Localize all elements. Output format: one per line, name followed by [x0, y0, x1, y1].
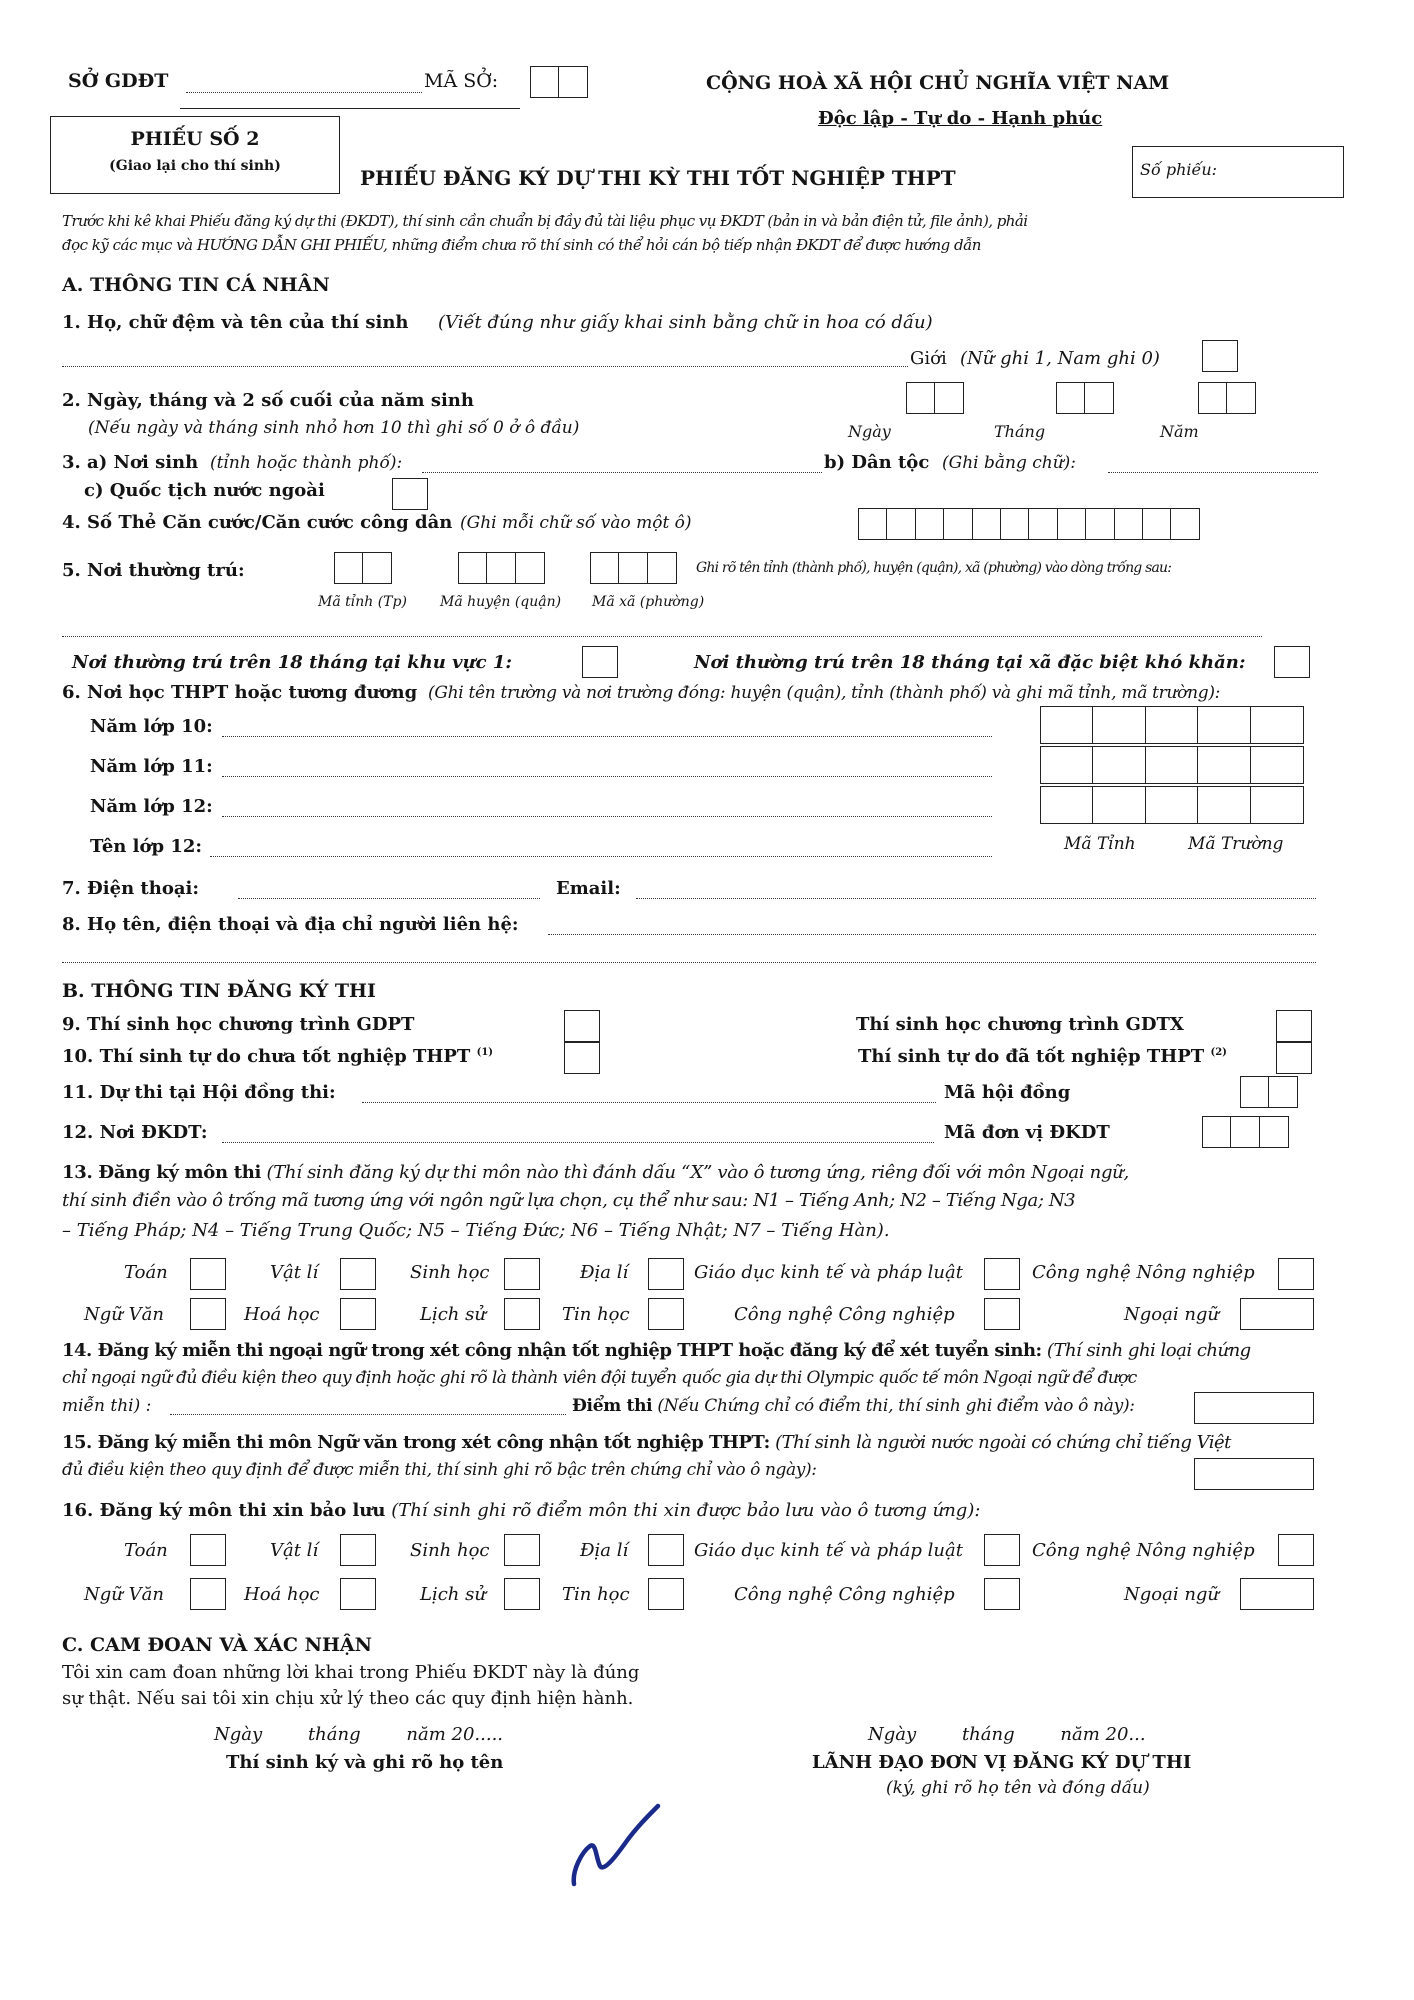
- noi-dkdt-field[interactable]: [222, 1142, 934, 1143]
- gioi-box[interactable]: [1202, 340, 1238, 372]
- lop12-code-cells[interactable]: [1040, 786, 1302, 824]
- subj13-toan: Toán: [124, 1262, 168, 1283]
- subj13-diali: Địa lí: [580, 1262, 629, 1283]
- q12-label: 12. Nơi ĐKDT:: [62, 1122, 208, 1143]
- q15-line-2: đủ điều kiện theo quy định để được miễn thi, thí sinh ghi rõ bậc trên chứng chỉ vào ô ngày):: [62, 1460, 817, 1480]
- q6-label: 6. Nơi học THPT hoặc tương đương: [62, 682, 418, 703]
- ma-tinh-label: Mã tỉnh (Tp): [318, 594, 407, 610]
- tu-do-chua-tn-box[interactable]: [564, 1042, 600, 1074]
- subj13-ngoaingu-box[interactable]: [1240, 1298, 1314, 1330]
- q10b-sup: (2): [1210, 1047, 1227, 1058]
- subj16-lichsu-box[interactable]: [504, 1578, 540, 1610]
- q7-label: 7. Điện thoại:: [62, 878, 199, 899]
- subj13-sinhhoc: Sinh học: [410, 1262, 490, 1283]
- email-label: Email:: [556, 878, 621, 899]
- signature-mark: [560, 1800, 670, 1890]
- date-right: Ngày tháng năm 20...: [868, 1724, 1146, 1745]
- q3b-label: b) Dân tộc: [824, 452, 930, 473]
- subj16-tinhoc: Tin học: [562, 1584, 630, 1605]
- diem-thi-label: Điểm thi (Nếu Chứng chỉ có điểm thi, thí sinh ghi điểm vào ô này):: [572, 1396, 1135, 1416]
- lop11-label: Năm lớp 11:: [90, 756, 213, 777]
- nation-title: CỘNG HOÀ XÃ HỘI CHỦ NGHĨA VIỆT NAM: [706, 72, 1170, 94]
- subj13-tinhoc: Tin học: [562, 1304, 630, 1325]
- dbkk-box[interactable]: [1274, 646, 1310, 678]
- q13-line-3: – Tiếng Pháp; N4 – Tiếng Trung Quốc; N5 – Tiếng Đức; N6 – Tiếng Nhật; N7 – Tiếng Hàn).: [62, 1220, 890, 1241]
- subj16-cncn-box[interactable]: [984, 1578, 1020, 1610]
- gdtx-box[interactable]: [1276, 1010, 1312, 1042]
- hoi-dong-field[interactable]: [362, 1102, 936, 1103]
- cam-doan-line-2: sự thật. Nếu sai tôi xin chịu xử lý theo các quy định hiện hành.: [62, 1688, 634, 1709]
- subj13-cncn-box[interactable]: [984, 1298, 1020, 1330]
- subj13-cnnn-box[interactable]: [1278, 1258, 1314, 1290]
- q2-note: (Nếu ngày và tháng sinh nhỏ hơn 10 thì ghi số 0 ở ô đầu): [88, 418, 580, 438]
- nam-label: Năm: [1160, 422, 1199, 441]
- email-field[interactable]: [636, 898, 1316, 899]
- subj13-nguvan: Ngữ Văn: [84, 1304, 164, 1325]
- ten-lop12-label: Tên lớp 12:: [90, 836, 203, 857]
- sign-right-label: LÃNH ĐẠO ĐƠN VỊ ĐĂNG KÝ DỰ THI: [812, 1752, 1192, 1773]
- subj16-lichsu: Lịch sử: [420, 1584, 486, 1605]
- q13-line-2: thí sinh điền vào ô trống mã tương ứng với ngôn ngữ lựa chọn, cụ thể như sau: N1 – Tiếng Anh; N2 – Tiếng Nga; N3: [62, 1190, 1076, 1211]
- q14-field[interactable]: [170, 1414, 566, 1415]
- subj16-vatli-box[interactable]: [340, 1534, 376, 1566]
- subj16-sinhhoc: Sinh học: [410, 1540, 490, 1561]
- so-gddt-field[interactable]: [186, 92, 422, 93]
- subj13-hoahoc: Hoá học: [244, 1304, 320, 1325]
- subj16-cnnn-box[interactable]: [1278, 1534, 1314, 1566]
- id-card-cells[interactable]: [858, 508, 1199, 540]
- subj13-gdkt-box[interactable]: [984, 1258, 1020, 1290]
- q16-line: 16. Đăng ký môn thi xin bảo lưu (Thí sinh ghi rõ điểm môn thi xin được bảo lưu vào ô tương ứng):: [62, 1500, 981, 1521]
- contact-field[interactable]: [548, 934, 1316, 935]
- q3c-label: c) Quốc tịch nước ngoài: [84, 480, 325, 501]
- subj16-hoahoc: Hoá học: [244, 1584, 320, 1605]
- q10-label: 10. Thí sinh tự do chưa tốt nghiệp THPT $^{(1)}$: [62, 1046, 494, 1067]
- subj16-cncn: Công nghệ Công nghiệp: [734, 1584, 955, 1605]
- q3a-label: 3. a) Nơi sinh: [62, 452, 199, 473]
- subj16-toan-box[interactable]: [190, 1534, 226, 1566]
- ten-lop12-field[interactable]: [210, 856, 992, 857]
- gioi-note: (Nữ ghi 1, Nam ghi 0): [960, 348, 1160, 369]
- birth-day-cells[interactable]: [906, 382, 963, 414]
- intro-line-1: Trước khi kê khai Phiếu đăng ký dự thi (ĐKDT), thí sinh cần chuẩn bị đầy đủ tài liệu phục vụ ĐKDT (bản in và bản điện tử, file ảnh), phải: [62, 212, 1028, 230]
- ma-tinh2-label: Mã Tỉnh: [1064, 834, 1136, 854]
- phieu-so-note: (Giao lại cho thí sinh): [109, 158, 281, 174]
- lop10-field[interactable]: [222, 736, 992, 737]
- cam-doan-line-1: Tôi xin cam đoan những lời khai trong Phiếu ĐKDT này là đúng: [62, 1662, 640, 1683]
- q15-box[interactable]: [1194, 1458, 1314, 1490]
- subj13-vatli-box[interactable]: [340, 1258, 376, 1290]
- lop12-field[interactable]: [222, 816, 992, 817]
- subj16-tinhoc-box[interactable]: [648, 1578, 684, 1610]
- subj13-gdkt: Giáo dục kinh tế và pháp luật: [694, 1262, 963, 1283]
- q2-label: 2. Ngày, tháng và 2 số cuối của năm sinh: [62, 390, 474, 411]
- ma-huyen-cells[interactable]: [458, 552, 543, 584]
- thang-label: Tháng: [994, 422, 1046, 441]
- ma-huyen-label: Mã huyện (quận): [440, 594, 562, 610]
- subj13-nguvan-box[interactable]: [190, 1298, 226, 1330]
- sign-left-label: Thí sinh ký và ghi rõ họ tên: [226, 1752, 504, 1773]
- form-title: PHIẾU ĐĂNG KÝ DỰ THI KỲ THI TỐT NGHIỆP THPT: [360, 166, 956, 190]
- subj13-ngoaingu: Ngoại ngữ: [1124, 1304, 1220, 1325]
- ethnicity-field[interactable]: [1108, 472, 1318, 473]
- q9-label: 9. Thí sinh học chương trình GDPT: [62, 1014, 415, 1035]
- subj13-sinhhoc-box[interactable]: [504, 1258, 540, 1290]
- birth-month-cells[interactable]: [1056, 382, 1113, 414]
- ma-xa-cells[interactable]: [590, 552, 675, 584]
- q15-line-1: 15. Đăng ký miễn thi môn Ngữ văn trong xét công nhận tốt nghiệp THPT: (Thí sinh là người nước ngoài có chứng chỉ tiếng Việt: [62, 1432, 1231, 1453]
- subj16-gdkt-box[interactable]: [984, 1534, 1020, 1566]
- lop10-code-cells[interactable]: [1040, 706, 1302, 744]
- header-rule: [180, 108, 520, 109]
- q5-label: 5. Nơi thường trú:: [62, 560, 245, 581]
- q6-note: (Ghi tên trường và nơi trường đóng: huyện (quận), tỉnh (thành phố) và ghi mã tỉnh, mã trường):: [428, 683, 1221, 703]
- q14-line-1: 14. Đăng ký miễn thi ngoại ngữ trong xét công nhận tốt nghiệp THPT hoặc đăng ký để xét tuyển sinh: (Thí sinh ghi loại chứng: [62, 1340, 1251, 1361]
- ma-so-cells[interactable]: [530, 66, 587, 98]
- subj13-cnnn: Công nghệ Nông nghiệp: [1032, 1262, 1255, 1283]
- subj13-lichsu-box[interactable]: [504, 1298, 540, 1330]
- q1-label: 1. Họ, chữ đệm và tên của thí sinh: [62, 312, 409, 333]
- q3b-note: (Ghi bằng chữ):: [942, 453, 1077, 473]
- subj13-vatli: Vật lí: [270, 1262, 319, 1283]
- full-name-field[interactable]: [62, 366, 908, 367]
- subj16-toan: Toán: [124, 1540, 168, 1561]
- subj16-nguvan-box[interactable]: [190, 1578, 226, 1610]
- lop11-field[interactable]: [222, 776, 992, 777]
- subj16-cnnn: Công nghệ Nông nghiệp: [1032, 1540, 1255, 1561]
- subj16-vatli: Vật lí: [270, 1540, 319, 1561]
- so-gddt-label: SỞ GDĐT: [68, 70, 169, 92]
- q14-line-3: miễn thi) :: [62, 1396, 152, 1416]
- subj13-cncn: Công nghệ Công nghiệp: [734, 1304, 955, 1325]
- gioi-label: Giới: [910, 348, 947, 369]
- lop11-code-cells[interactable]: [1040, 746, 1302, 784]
- foreign-nationality-box[interactable]: [392, 478, 428, 510]
- gdpt-box[interactable]: [564, 1010, 600, 1042]
- subj16-sinhhoc-box[interactable]: [504, 1534, 540, 1566]
- intro-line-2: đọc kỹ các mục và HƯỚNG DẪN GHI PHIẾU, những điểm chưa rõ thí sinh có thể hỏi cán bộ tiếp nhận ĐKDT để được hướng dẫn: [62, 236, 981, 254]
- subj16-ngoaingu: Ngoại ngữ: [1124, 1584, 1220, 1605]
- q3a-note: (tỉnh hoặc thành phố):: [210, 453, 403, 473]
- kv1-box[interactable]: [582, 646, 618, 678]
- date-left: Ngày tháng năm 20.....: [214, 1724, 504, 1745]
- subj13-diali-box[interactable]: [648, 1258, 684, 1290]
- q4-label: 4. Số Thẻ Căn cước/Căn cước công dân: [62, 512, 453, 533]
- subj16-hoahoc-box[interactable]: [340, 1578, 376, 1610]
- q8-label: 8. Họ tên, điện thoại và địa chỉ người liên hệ:: [62, 914, 519, 935]
- lop10-label: Năm lớp 10:: [90, 716, 213, 737]
- birth-year-cells[interactable]: [1198, 382, 1255, 414]
- subj13-toan-box[interactable]: [190, 1258, 226, 1290]
- phieu-so: PHIẾU SỐ 2: [130, 128, 260, 150]
- ma-so-label: MÃ SỞ:: [424, 70, 499, 92]
- tu-do-da-tn-box[interactable]: [1276, 1042, 1312, 1074]
- subj16-ngoaingu-box[interactable]: [1240, 1578, 1314, 1610]
- contact-field-2[interactable]: [62, 962, 1316, 963]
- q5-note: Ghi rõ tên tỉnh (thành phố), huyện (quận), xã (phường) vào dòng trống sau:: [696, 560, 1172, 576]
- subj16-diali: Địa lí: [580, 1540, 629, 1561]
- ma-xa-label: Mã xã (phường): [592, 594, 705, 610]
- ma-don-vi-label: Mã đơn vị ĐKDT: [944, 1122, 1110, 1143]
- subj13-lichsu: Lịch sử: [420, 1304, 486, 1325]
- q14-line-2: chỉ ngoại ngữ đủ điều kiện theo quy định hoặc ghi rõ là thành viên đội tuyển quốc gia dự thi Olympic quốc tế môn Ngoại ngữ để được: [62, 1368, 1137, 1388]
- subj13-tinhoc-box[interactable]: [648, 1298, 684, 1330]
- section-c-title: C. CAM ĐOAN VÀ XÁC NHẬN: [62, 1634, 373, 1656]
- so-phieu-label: Số phiếu:: [1140, 160, 1218, 179]
- diem-thi-box[interactable]: [1194, 1392, 1314, 1424]
- ngay-label: Ngày: [848, 422, 891, 441]
- ma-hoi-dong-cells[interactable]: [1240, 1076, 1297, 1108]
- birthplace-field[interactable]: [422, 472, 822, 473]
- ma-don-vi-cells[interactable]: [1202, 1116, 1287, 1148]
- section-b-title: B. THÔNG TIN ĐĂNG KÝ THI: [62, 980, 376, 1002]
- residence-field[interactable]: [62, 636, 1262, 637]
- sign-right-note: (ký, ghi rõ họ tên và đóng dấu): [886, 1778, 1150, 1798]
- subj16-gdkt: Giáo dục kinh tế và pháp luật: [694, 1540, 963, 1561]
- subj16-nguvan: Ngữ Văn: [84, 1584, 164, 1605]
- q10b-label: Thí sinh tự do đã tốt nghiệp THPT $^{(2)}$: [858, 1046, 1227, 1067]
- q1-note: (Viết đúng như giấy khai sinh bằng chữ in hoa có dấu): [438, 312, 933, 333]
- q11-label: 11. Dự thi tại Hội đồng thi:: [62, 1082, 336, 1103]
- ma-tinh-cells[interactable]: [334, 552, 391, 584]
- lop12-label: Năm lớp 12:: [90, 796, 213, 817]
- subj16-diali-box[interactable]: [648, 1534, 684, 1566]
- subj13-hoahoc-box[interactable]: [340, 1298, 376, 1330]
- q9b-label: Thí sinh học chương trình GDTX: [856, 1014, 1184, 1035]
- dbkk-label: Nơi thường trú trên 18 tháng tại xã đặc biệt khó khăn:: [694, 652, 1246, 673]
- motto: Độc lập - Tự do - Hạnh phúc: [818, 108, 1103, 129]
- q13-line-1: 13. Đăng ký môn thi (Thí sinh đăng ký dự thi môn nào thì đánh dấu “X” vào ô tương ứng, riêng đối với môn Ngoại ngữ,: [62, 1162, 1129, 1183]
- q4-note: (Ghi mỗi chữ số vào một ô): [460, 513, 692, 533]
- section-a-title: A. THÔNG TIN CÁ NHÂN: [62, 274, 330, 296]
- kv1-label: Nơi thường trú trên 18 tháng tại khu vực 1:: [72, 652, 513, 673]
- ma-truong-label: Mã Trường: [1188, 834, 1284, 854]
- phone-field[interactable]: [238, 898, 540, 899]
- q10-sup: (1): [476, 1047, 494, 1058]
- ma-hoi-dong-label: Mã hội đồng: [944, 1082, 1071, 1103]
